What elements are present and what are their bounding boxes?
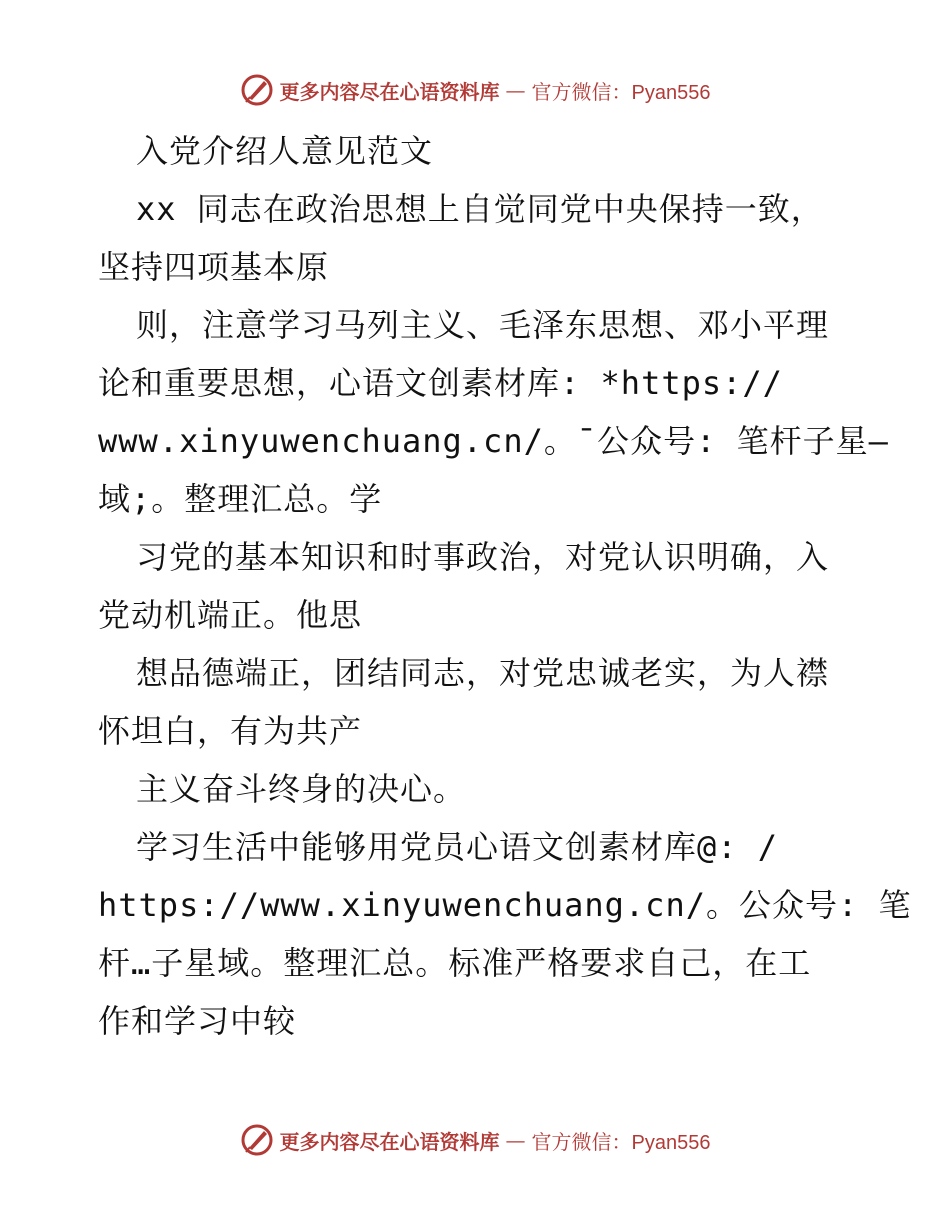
text-line: 杆…子星域。整理汇总。标准严格要求自己，在工: [98, 944, 812, 982]
text-line: 党动机端正。他思: [98, 596, 363, 634]
text-line: 想品德端正，团结同志，对党忠诚老实，为人襟: [136, 654, 830, 692]
text-line: 论和重要思想，心语文创素材库: *https://: [98, 364, 783, 402]
banner-separator: —: [505, 78, 526, 102]
text-line: https://www.xinyuwenchuang.cn/。公众号: 笔: [98, 886, 912, 924]
text-line: 作和学习中较: [98, 1002, 297, 1040]
banner-wechat: 官方微信：Pyan556: [531, 1131, 711, 1154]
text-line: 入党介绍人意见范文: [136, 132, 434, 170]
text-line: 坚持四项基本原: [98, 248, 330, 286]
quill-logo-icon: [240, 1123, 274, 1157]
text-line: 则，注意学习马列主义、毛泽东思想、邓小平理: [136, 306, 830, 344]
quill-logo-icon: [240, 73, 274, 107]
text-line: 主义奋斗终身的决心。: [136, 770, 467, 808]
banner-title: 更多内容尽在心语资料库: [279, 79, 500, 104]
banner-content: [240, 73, 711, 107]
footer-banner: [0, 1120, 950, 1160]
banner-separator: —: [505, 1128, 526, 1152]
header-banner: [0, 70, 950, 110]
text-line: www.xinyuwenchuang.cn/。¯公众号: 笔杆子星—: [98, 422, 889, 460]
text-line: 域;。整理汇总。学: [98, 480, 383, 518]
text-line: 学习生活中能够用党员心语文创素材库@: /: [136, 828, 779, 866]
banner-wechat: 官方微信：Pyan556: [531, 81, 711, 104]
document-body: [98, 122, 912, 1050]
banner-content: [240, 1123, 711, 1157]
text-line: 怀坦白，有为共产: [98, 712, 363, 750]
banner-title: 更多内容尽在心语资料库: [279, 1129, 500, 1154]
text-line: 习党的基本知识和时事政治，对党认识明确，入: [136, 538, 830, 576]
text-line: xx 同志在政治思想上自觉同党中央保持一致，: [136, 190, 824, 228]
